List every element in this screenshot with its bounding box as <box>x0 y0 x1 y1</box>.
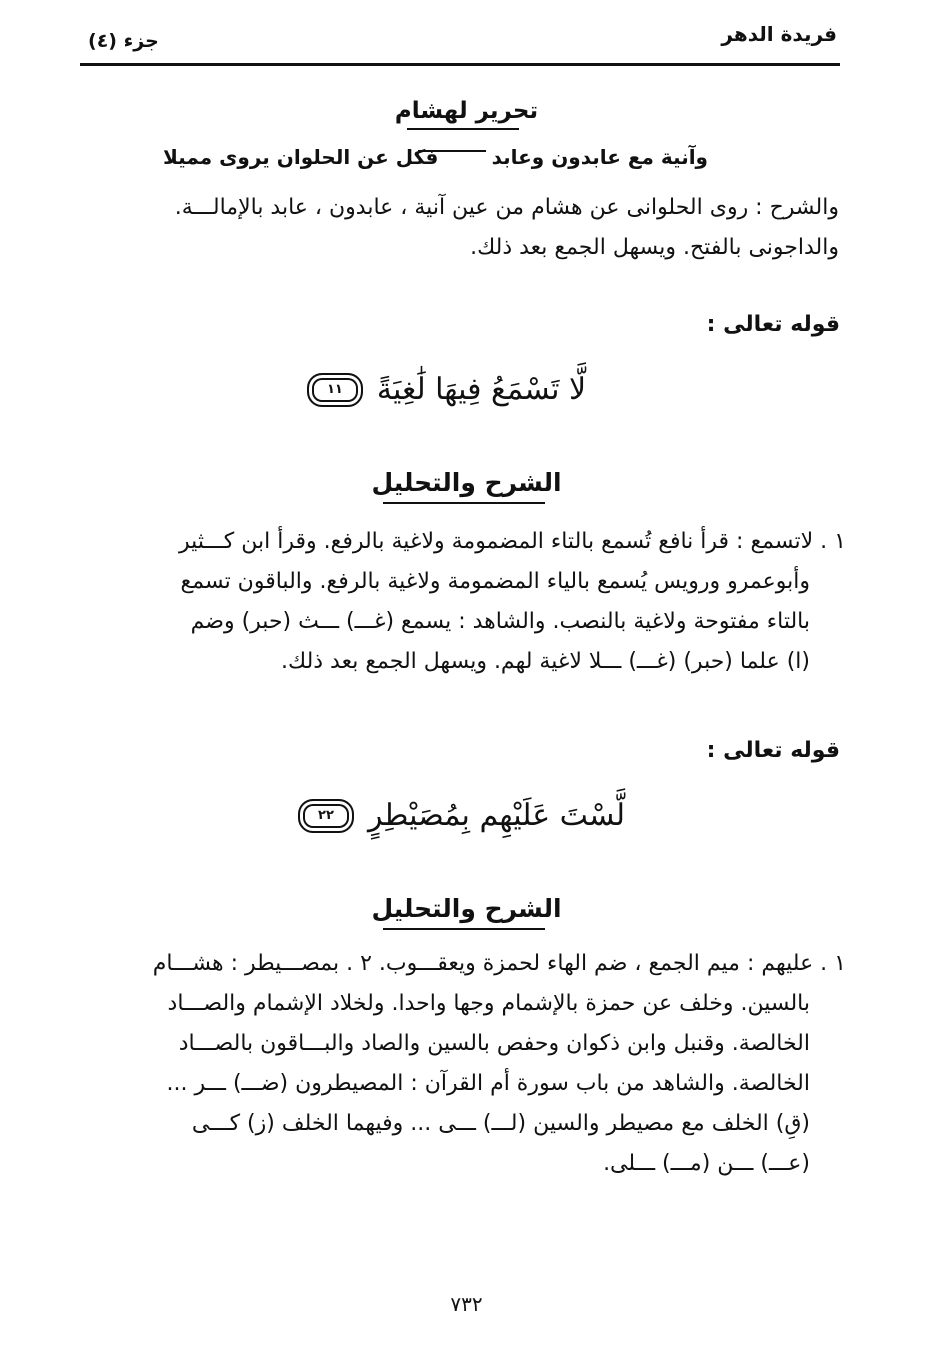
ayah-number-medallion-icon <box>307 373 363 407</box>
text-line: الخالصة. وقنبل وابن ذكوان وحفص بالسين والصاد والبـــاقون بالصـــاد <box>178 1031 810 1056</box>
part-label-header: جزء (٤) <box>88 30 159 52</box>
verse-second-hemistich: فكل عن الحلوان يروى مميلا <box>163 145 439 169</box>
text-line: والشرح : روى الحلوانى عن هشام من عين آنية ، عابدون ، عابد بالإمالـــة. <box>174 195 839 220</box>
text-line: (ا) علما (حبر) (غـــ) ـــلا لاغية لهم. ويسهل الجمع بعد ذلك. <box>281 649 810 674</box>
section3-commentary <box>84 944 846 1184</box>
section-title-underline <box>407 128 519 130</box>
ayah-text: لَّا تَسْمَعُ فِيهَا لَٰغِيَةً <box>376 372 587 407</box>
qawlahu-taala-label: قوله تعالى : <box>706 312 840 337</box>
header-rule <box>80 63 840 66</box>
qawlahu-taala-label: قوله تعالى : <box>706 738 840 763</box>
section-title-underline <box>383 928 545 930</box>
ayah-number: ١١ <box>326 382 343 397</box>
ayah-text: لَّسْتَ عَلَيْهِم بِمُصَيْطِرٍ <box>367 798 626 833</box>
section-title-tahrir: تحرير لهشام <box>394 98 539 124</box>
text-line: (قِ) الخلف مع مصيطر والسين (لـــ) ـــى ... وفيهما الخلف (ز) كـــى <box>191 1111 810 1136</box>
text-line: ١ . لاتسمع : قرأ نافع تُسمع بالتاء المضمومة ولاغية بالرفع. وقرأ ابن كـــثير <box>179 529 846 554</box>
text-line: بالسين. وخلف عن حمزة بالإشمام وجها واحدا. ولخلاد الإشمام والصـــاد <box>167 991 810 1016</box>
page-number: ٧٣٢ <box>450 1292 483 1316</box>
section2-commentary <box>84 522 846 682</box>
quran-verse-11 <box>0 372 933 407</box>
ayah-number-medallion-icon <box>298 799 354 833</box>
text-line: (عـــ) ـــن (مـــ) ـــلى. <box>603 1151 810 1176</box>
text-line: وأبوعمرو ورويس يُسمع بالياء المضمومة ولاغية بالرفع. والباقون تسمع <box>180 569 810 594</box>
verse-first-hemistich: وآنية مع عابدون وعابد <box>491 145 708 169</box>
section-title-sharh-1: الشرح والتحليل <box>371 468 562 497</box>
ayah-number: ٢٢ <box>318 808 334 823</box>
text-line: بالتاء مفتوحة ولاغية بالنصب. والشاهد : يسمع (غـــ) ـــث (حبر) وضم <box>190 609 810 634</box>
book-title-header: فريدة الدهر <box>721 22 837 46</box>
text-line: والداجونى بالفتح. ويسهل الجمع بعد ذلك. <box>470 235 839 260</box>
text-line: الخالصة. والشاهد من باب سورة أم القرآن : المصيطرون (ضـــ) ـــر ... <box>166 1071 810 1096</box>
section1-commentary <box>84 188 839 268</box>
quran-verse-22 <box>0 798 933 833</box>
section-title-sharh-2: الشرح والتحليل <box>371 894 562 923</box>
text-line: ١ . عليهم : ميم الجمع ، ضم الهاء لحمزة ويعقـــوب. ٢ . بمصـــيطر : هشـــام <box>152 951 846 976</box>
section-title-underline <box>383 502 545 504</box>
